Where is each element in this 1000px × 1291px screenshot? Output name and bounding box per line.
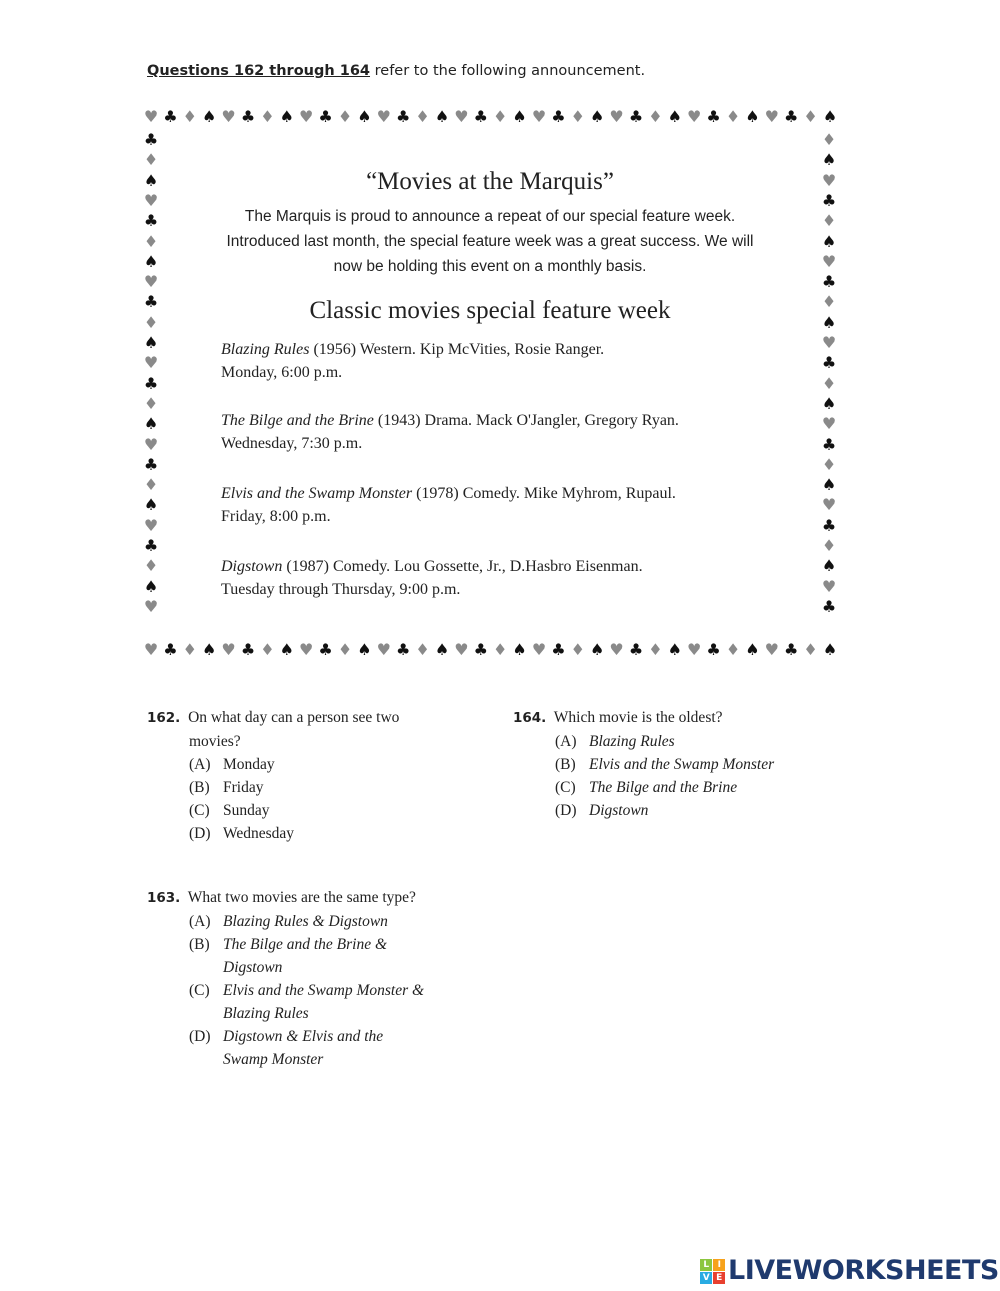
diamond-icon: ♦ [725, 107, 741, 126]
club-icon: ♣ [143, 211, 159, 231]
paragraph-line: Introduced last month, the special feature week was a great success. We will [226, 233, 754, 250]
club-icon: ♣ [318, 640, 333, 659]
diamond-icon: ♦ [648, 640, 663, 659]
club-icon: ♣ [473, 640, 488, 659]
question-range: Questions 162 through 164 [147, 63, 371, 79]
club-icon: ♣ [821, 434, 837, 454]
heart-icon: ♥ [687, 640, 702, 659]
heart-icon: ♥ [821, 495, 837, 515]
option-text: Blazing Rules & Digstown [223, 913, 388, 930]
club-icon: ♣ [821, 353, 837, 373]
movie-time: Wednesday, 7:30 p.m. [221, 435, 363, 452]
option-letter: (B) [189, 936, 210, 953]
heart-icon: ♥ [143, 640, 159, 659]
option-text-cont: Digstown [223, 959, 283, 976]
option-letter: (A) [189, 756, 211, 773]
diamond-icon: ♦ [493, 640, 508, 659]
diamond-icon: ♦ [143, 556, 159, 576]
question-number: 163. [147, 890, 181, 906]
spade-icon: ♠ [143, 333, 159, 352]
club-icon: ♣ [551, 640, 566, 659]
club-icon: ♣ [143, 292, 159, 312]
heart-icon: ♥ [221, 107, 236, 126]
club-icon: ♣ [163, 107, 178, 126]
announcement-paragraph [150, 204, 830, 279]
option-d[interactable] [147, 1025, 424, 1071]
club-icon: ♣ [396, 640, 411, 659]
heart-icon: ♥ [531, 107, 547, 126]
option-text: The Bilge and the Brine [589, 779, 738, 796]
diamond-icon: ♦ [143, 475, 159, 495]
logo-letter: L [700, 1259, 712, 1271]
heart-icon: ♥ [764, 107, 779, 126]
club-icon: ♣ [318, 107, 333, 126]
heart-icon: ♥ [821, 333, 837, 352]
diamond-icon: ♦ [260, 640, 275, 659]
spade-icon: ♠ [202, 640, 217, 659]
logo-letter: I [713, 1259, 725, 1271]
club-icon: ♣ [163, 640, 178, 659]
heart-icon: ♥ [299, 107, 314, 126]
question-164 [513, 706, 774, 822]
heart-icon: ♥ [143, 596, 159, 616]
spade-icon: ♠ [821, 475, 837, 495]
option-d[interactable] [513, 799, 774, 822]
option-letter: (C) [189, 802, 210, 819]
option-text: Monday [223, 756, 275, 773]
option-a[interactable] [513, 730, 774, 753]
club-icon: ♣ [240, 107, 256, 126]
movie-title: Elvis and the Swamp Monster [221, 485, 413, 502]
spade-icon: ♠ [821, 231, 837, 251]
club-icon: ♣ [240, 640, 256, 659]
question-text: Which movie is the oldest? [553, 709, 723, 726]
spade-icon: ♠ [512, 640, 527, 659]
option-letter: (C) [555, 779, 576, 796]
diamond-icon: ♦ [570, 107, 585, 126]
heart-icon: ♥ [299, 640, 314, 659]
spade-icon: ♠ [279, 107, 294, 126]
option-letter: (B) [555, 756, 576, 773]
diamond-icon: ♦ [182, 640, 197, 659]
question-text: What two movies are the same type? [187, 889, 416, 906]
heart-icon: ♥ [143, 515, 159, 535]
question-text: On what day can a person see two [188, 709, 400, 726]
movie-details: (1956) Western. Kip McVities, Rosie Ranger. [309, 341, 605, 358]
diamond-icon: ♦ [143, 312, 159, 332]
option-text: The Bilge and the Brine & [223, 936, 388, 953]
heart-icon: ♥ [143, 353, 159, 373]
option-d[interactable] [147, 822, 399, 845]
option-text: Elvis and the Swamp Monster & [223, 982, 425, 999]
heart-icon: ♥ [143, 190, 159, 210]
heart-icon: ♥ [821, 414, 837, 434]
club-icon: ♣ [784, 640, 799, 659]
heart-icon: ♥ [221, 640, 236, 659]
spade-icon: ♠ [143, 251, 159, 271]
spade-icon: ♠ [745, 640, 760, 659]
heart-icon: ♥ [143, 272, 159, 292]
movie-time: Tuesday through Thursday, 9:00 p.m. [221, 581, 461, 598]
question-number: 162. [147, 710, 181, 726]
diamond-icon: ♦ [415, 107, 430, 126]
heart-icon: ♥ [143, 107, 159, 126]
diamond-icon: ♦ [821, 536, 837, 555]
club-icon: ♣ [143, 373, 159, 393]
spade-icon: ♠ [434, 640, 450, 659]
club-icon: ♣ [143, 454, 159, 474]
spade-icon: ♠ [357, 107, 372, 126]
spade-icon: ♠ [667, 640, 682, 659]
spade-icon: ♠ [821, 150, 837, 170]
diamond-icon: ♦ [821, 130, 837, 149]
spade-icon: ♠ [667, 107, 682, 126]
heart-icon: ♥ [821, 170, 837, 190]
movie-listing [221, 409, 679, 455]
logo-badge-icon [700, 1259, 725, 1284]
club-icon: ♣ [706, 640, 721, 659]
heart-icon: ♥ [821, 251, 837, 271]
spade-icon: ♠ [202, 107, 217, 126]
heart-icon: ♥ [376, 640, 391, 659]
club-icon: ♣ [628, 107, 644, 126]
option-text: Digstown & Elvis and the [223, 1028, 384, 1045]
question-162 [147, 706, 399, 845]
spade-icon: ♠ [590, 107, 605, 126]
option-b[interactable] [513, 753, 774, 776]
diamond-icon: ♦ [821, 211, 837, 231]
option-c[interactable] [513, 776, 774, 799]
question-text: movies? [189, 733, 241, 750]
spade-icon: ♠ [143, 414, 159, 434]
option-c[interactable] [147, 979, 424, 1025]
logo-text: LIVEWORKSHEETS [728, 1255, 999, 1286]
diamond-icon: ♦ [821, 373, 837, 393]
movie-time: Monday, 6:00 p.m. [221, 364, 343, 381]
instructions [147, 63, 645, 79]
heart-icon: ♥ [454, 640, 469, 659]
movie-title: Digstown [221, 558, 283, 575]
option-c[interactable] [147, 799, 399, 822]
option-letter: (A) [189, 913, 211, 930]
logo-letter: V [700, 1272, 712, 1284]
spade-icon: ♠ [822, 640, 838, 659]
option-text: Sunday [223, 802, 270, 819]
liveworksheets-logo [700, 1255, 999, 1286]
diamond-icon: ♦ [803, 640, 818, 659]
club-icon: ♣ [821, 272, 837, 292]
movie-title: Blazing Rules [221, 341, 310, 358]
spade-icon: ♠ [143, 576, 159, 596]
paragraph-line: now be holding this event on a monthly basis. [333, 258, 647, 275]
option-letter: (B) [189, 779, 210, 796]
diamond-icon: ♦ [803, 107, 818, 126]
club-icon: ♣ [143, 130, 159, 149]
diamond-icon: ♦ [143, 393, 159, 413]
spade-icon: ♠ [143, 170, 159, 190]
club-icon: ♣ [143, 536, 159, 555]
spade-icon: ♠ [590, 640, 605, 659]
club-icon: ♣ [396, 107, 411, 126]
spade-icon: ♠ [512, 107, 527, 126]
option-a[interactable] [147, 753, 399, 776]
spade-icon: ♠ [822, 107, 838, 126]
club-icon: ♣ [628, 640, 644, 659]
option-text: Friday [223, 779, 264, 796]
diamond-icon: ♦ [143, 150, 159, 170]
diamond-icon: ♦ [493, 107, 508, 126]
movie-details: (1943) Drama. Mack O'Jangler, Gregory Ryan. [373, 412, 679, 429]
movie-listing [221, 338, 604, 384]
option-b[interactable] [147, 933, 424, 979]
question-163 [147, 886, 424, 1071]
diamond-icon: ♦ [648, 107, 663, 126]
club-icon: ♣ [784, 107, 799, 126]
announcement-title: “Movies at the Marquis” [366, 168, 614, 195]
diamond-icon: ♦ [821, 454, 837, 474]
logo-letter: E [713, 1272, 725, 1284]
option-text-cont: Blazing Rules [223, 1005, 309, 1022]
spade-icon: ♠ [357, 640, 372, 659]
option-a[interactable] [147, 910, 424, 933]
option-letter: (D) [189, 1028, 211, 1045]
club-icon: ♣ [821, 596, 837, 616]
spade-icon: ♠ [821, 312, 837, 332]
spade-icon: ♠ [821, 556, 837, 576]
option-letter: (A) [555, 733, 577, 750]
movie-time: Friday, 8:00 p.m. [221, 508, 331, 525]
club-icon: ♣ [706, 107, 721, 126]
heart-icon: ♥ [609, 107, 624, 126]
heart-icon: ♥ [143, 434, 159, 454]
spade-icon: ♠ [279, 640, 294, 659]
announcement-subtitle: Classic movies special feature week [309, 297, 671, 324]
option-text-cont: Swamp Monster [223, 1051, 324, 1068]
heart-icon: ♥ [531, 640, 547, 659]
diamond-icon: ♦ [821, 292, 837, 312]
movie-details: (1987) Comedy. Lou Gossette, Jr., D.Hasbro Eisenman. [282, 558, 643, 575]
option-text: Wednesday [223, 825, 295, 842]
diamond-icon: ♦ [143, 231, 159, 251]
club-icon: ♣ [473, 107, 488, 126]
option-text: Digstown [589, 802, 649, 819]
spade-icon: ♠ [143, 495, 159, 515]
question-number: 164. [513, 710, 547, 726]
heart-icon: ♥ [454, 107, 469, 126]
diamond-icon: ♦ [570, 640, 585, 659]
movie-listing [221, 555, 643, 601]
instructions-text: refer to the following announcement. [370, 63, 646, 79]
diamond-icon: ♦ [415, 640, 430, 659]
option-text: Elvis and the Swamp Monster [589, 756, 775, 773]
option-letter: (D) [189, 825, 211, 842]
spade-icon: ♠ [434, 107, 450, 126]
option-letter: (C) [189, 982, 210, 999]
diamond-icon: ♦ [337, 107, 353, 126]
spade-icon: ♠ [821, 393, 837, 413]
option-b[interactable] [147, 776, 399, 799]
movie-listing [221, 482, 676, 528]
club-icon: ♣ [821, 190, 837, 210]
heart-icon: ♥ [764, 640, 779, 659]
spade-icon: ♠ [745, 107, 760, 126]
heart-icon: ♥ [376, 107, 391, 126]
diamond-icon: ♦ [725, 640, 741, 659]
heart-icon: ♥ [687, 107, 702, 126]
heart-icon: ♥ [821, 576, 837, 596]
movie-details: (1978) Comedy. Mike Myhrom, Rupaul. [412, 485, 676, 502]
club-icon: ♣ [551, 107, 566, 126]
heart-icon: ♥ [609, 640, 624, 659]
option-text: Blazing Rules [589, 733, 675, 750]
paragraph-line: The Marquis is proud to announce a repeat of our special feature week. [244, 208, 736, 225]
diamond-icon: ♦ [260, 107, 275, 126]
diamond-icon: ♦ [337, 640, 353, 659]
option-letter: (D) [555, 802, 577, 819]
club-icon: ♣ [821, 515, 837, 535]
movie-title: The Bilge and the Brine [221, 412, 374, 429]
diamond-icon: ♦ [182, 107, 197, 126]
